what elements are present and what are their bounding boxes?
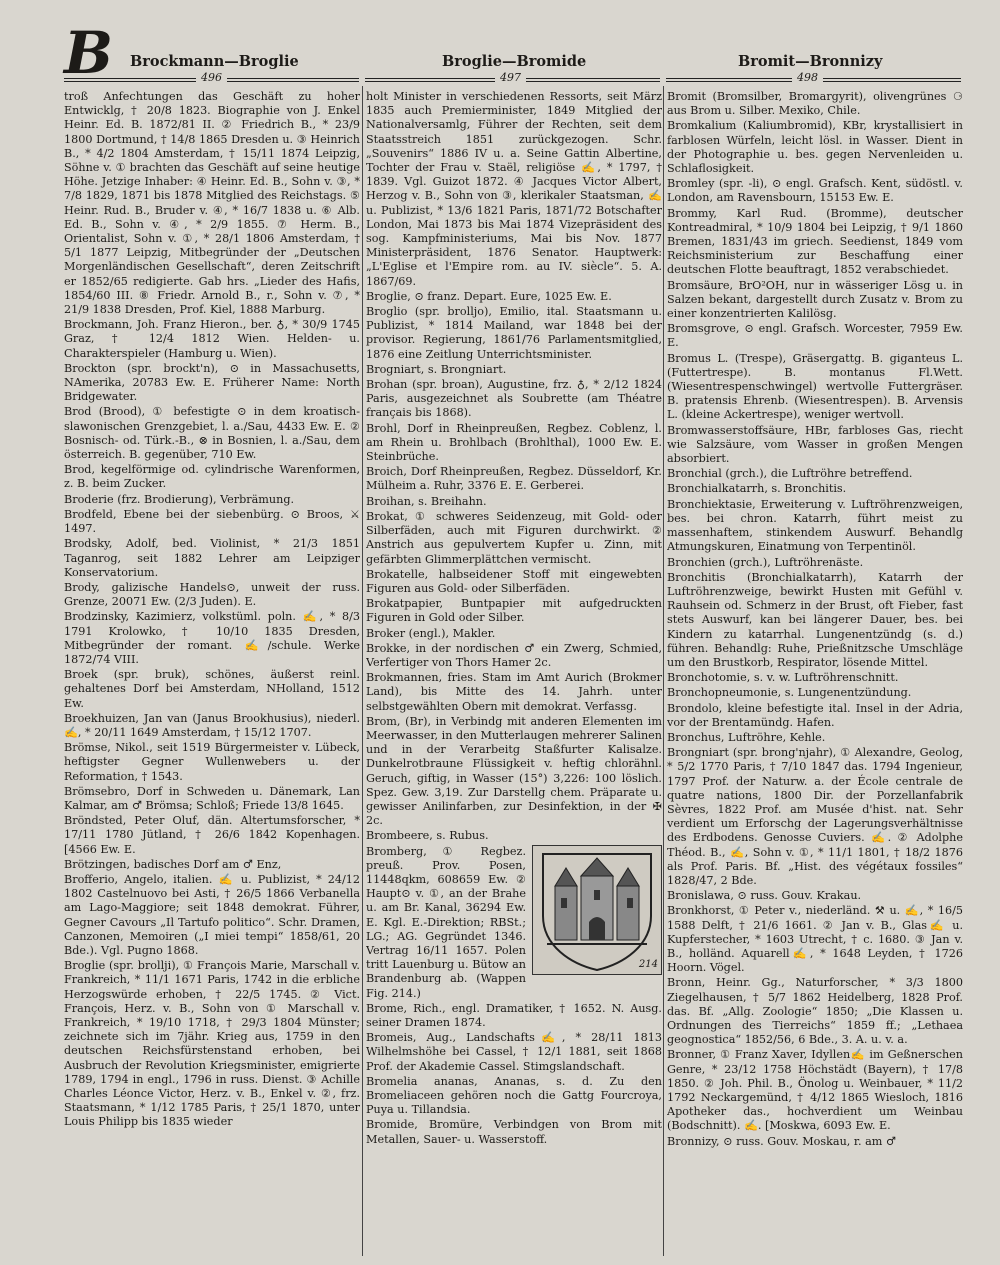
- entry: Brohl, Dorf in Rheinpreußen, Regbez. Coblenz, l. am Rhein u. Brohlbach (Brohlthal), 1000 Ew. E. Steinbrüche.: [366, 421, 662, 464]
- figure-number: 214: [638, 959, 658, 971]
- entry: Bromsäure, BrO²OH, nur in wässeriger Lösg u. in Salzen bekant, dargestellt durch Zusatz v. Brom zu einer konzentrierten Kalilösg.: [667, 278, 963, 321]
- entry: Brömse, Nikol., seit 1519 Bürgermeister v. Lübeck, heftigster Gegner Wullenwebers u. der Reformation, † 1543.: [64, 741, 360, 783]
- entry: Brongniart (spr. brong'njahr), ① Alexandre, Geolog, * 5/2 1770 Paris, † 7/10 1847 das. 1794 Ingenieur, 1797 Prof. der Naturw. a. der École centrale de quatre nations, 1800 Dir. der Porzellanfabrik Sèvres, 1822 Prof. am Musée d'hist. nat. Sehr verdient um Erforschg der Lagerungsverhältnisse des Erdbodens. Genosse Cuviers. ✍. ② Adolphe Théod. B., ✍, Sohn v. ①, * 11/1 1801, † 18/2 1876 als Prof. Paris. Bf. „Hist. des végétaux fossiles“ 1828/47, 2 Bde.: [667, 746, 963, 887]
- entry: Brohan (spr. broan), Augustine, frz. ♁, * 2/12 1824 Paris, ausgezeichnet als Soubrette (am Théatre français bis 1868).: [366, 378, 662, 420]
- page-number-right: 498: [792, 72, 823, 84]
- header-left: Brockmann—Broglie: [130, 53, 299, 70]
- column-right: [667, 90, 963, 1258]
- entry: Brody, galizische Handels⊙, unweit der russ. Grenze, 20071 Ew. (2/3 Juden). E.: [64, 580, 360, 609]
- bromberg-entry: [366, 845, 662, 1001]
- entry: Bronchus, Luftröhre, Kehle.: [667, 730, 826, 744]
- entry: Bronislawa, ⊙ russ. Gouv. Krakau.: [667, 889, 862, 903]
- column-center: [366, 90, 662, 1258]
- entry: Brokatpapier, Buntpapier mit aufgedruckten Figuren in Gold oder Silber.: [366, 597, 662, 625]
- entry: Broihan, s. Breihahn.: [366, 494, 487, 508]
- entry: Bronn, Heinr. Gg., Naturforscher, * 3/3 1800 Ziegelhausen, † 5/7 1862 Heidelberg, 1828 Prof. das. Bf. „Allg. Zoologie“ 1850; „Die Klassen u. Ordnungen des Tierreichs“ 1859 ff.; „Lethaea geognostica“ 1852/56, 6 Bde., 3. A. u. v. a.: [667, 976, 963, 1047]
- entry: Brötzingen, badisches Dorf am ♂ Enz,: [64, 857, 282, 871]
- entry: Brodsky, Adolf, bed. Violinist, * 21/3 1851 Taganrog, seit 1882 Lehrer am Leipziger Konservatorium.: [64, 537, 360, 579]
- header-right: Bromit—Bronnizy: [738, 53, 883, 70]
- entry: Bromkalium (Kaliumbromid), KBr, krystallisiert in farblosen Würfeln, leicht lösl. in Wasser. Dient in der Photographie u. bes. gegen Nervenleiden u. Schlaflosigkeit.: [667, 119, 963, 176]
- entry: Bronnizy, ⊙ russ. Gouv. Moskau, r. am ♂: [667, 1134, 896, 1148]
- entry: Brokke, in der nordischen ♂ ein Zwerg, Schmied, Verfertiger von Thors Hamer 2c.: [366, 641, 662, 669]
- entry: Bronchiektasie, Erweiterung v. Luftröhrenzweigen, bes. bei chron. Katarrh, führt meist zu massenhaftem, stinkendem Auswurf. Behandlg Atmungskuren, Einatmung von Terpentinöl.: [667, 497, 963, 554]
- header-center: Broglie—Bromide: [442, 53, 587, 70]
- entry: Broich, Dorf Rheinpreußen, Regbez. Düsseldorf, Kr. Mülheim a. Ruhr, 3376 E. E. Gerberei.: [366, 465, 662, 493]
- entry: Bromeis, Aug., Landschafts✍, * 28/11 1813 Wilhelmshöhe bei Cassel, † 12/1 1881, seit 1868 Prof. der Akademie Cassel. Stimgslandschaft.: [366, 1031, 662, 1073]
- entry: Brokat, ① schweres Seidenzeug, mit Gold- oder Silberfäden, auch mit Figuren durchwirkt. ② Anstrich aus gepulvertem Kupfer u. Zinn, mit gefärbten Glimmerplättchen vermischt.: [366, 509, 662, 566]
- bromberg-coat-of-arms: [532, 845, 662, 975]
- entry: Bronchopneumonie, s. Lungenentzündung.: [667, 686, 912, 700]
- entry: Brogniart, s. Brongniart.: [366, 362, 507, 376]
- entry: Bronkhorst, ① Peter v., niederländ. ⚒ u. ✍, * 16/5 1588 Delft, † 21/6 1661. ② Jan v. B., Glas✍ u. Kupferstecher, * 1603 Utrecht, † c. 1680. ③ Jan v. B., holländ. Aquarell✍, * 1648 Leyden, † 1726 Hoorn. Vögel.: [667, 904, 963, 975]
- entry: Bröndsted, Peter Oluf, dän. Altertumsforscher, * 17/11 1780 Jütland, † 26/6 1842 Kopenhagen. [4566 Ew. E.: [64, 814, 360, 856]
- entry: troß Anfechtungen das Geschäft zu hoher Entwicklg, † 20/8 1823. Biographie von J. Enkel Heinr. Ed. B. 1872/81 II. ② Friedrich B., * 23/9 1800 Dortmund, † 14/8 1865 Dresden u. ③ Heinrich B., * 4/2 1804 Amsterdam, † 15/11 1874 Leipzig, Söhne v. ① brachten das Geschäft auf seine heutige Höhe. Jetzige Inhaber: ④ Heinr. Ed. B., Sohn v. ③, * 7/8 1829, 1871 bis 1878 Mitglied des Reichstags. ⑤ Heinr. Rud. B., Bruder v. ④, * 16/7 1838 u. ⑥ Alb. Ed. B., Sohn v. ④, * 2/9 1855. ⑦ Herm. B., Orientalist, Sohn v. ①, * 28/1 1806 Amsterdam, † 5/1 1877 Leipzig, Mitbegründer der „Deutschen Morgenländischen Gesellschaft“, deren Zeitschrift er 1852/65 redigierte. Gab hrs. „Lieder des Hafis, 1854/60 III. ⑧ Friedr. Arnold B., r., Sohn v. ⑦, * 21/9 1838 Dresden, Prof. Kiel, 1888 Marburg.: [64, 90, 360, 317]
- entry: Bromus L. (Trespe), Gräsergattg. B. giganteus L. (Futtertrespe). B. montanus Fl.Wett. (Wiesentrespenschwingel) wertvolle Futtergräser. B. pratensis Ehrenb. (Wiesentrespen). B. Arvensis L. (kleine Ackertrespe), weniger wertvoll.: [667, 351, 963, 422]
- entry: Broglie, ⊙ franz. Depart. Eure, 1025 Ew. E.: [366, 289, 612, 303]
- entry: Brokatelle, halbseidener Stoff mit eingewebten Figuren aus Gold- oder Silberfäden.: [366, 567, 662, 595]
- column-divider: [362, 86, 363, 1256]
- entry: Bronchien (grch.), Luftröhrenäste.: [667, 555, 864, 569]
- column-left: [64, 90, 360, 1258]
- entry: Brodzinsky, Kazimierz, volkstüml. poln. ✍, * 8/3 1791 Krolowko, † 10/10 1835 Dresden, Mitbegründer der romant. ✍/schule. Werke 1872/74 VIII.: [64, 610, 360, 666]
- entry: Brombeere, s. Rubus.: [366, 829, 489, 843]
- entry: Brockton (spr. brockt'n), ⊙ in Massachusetts, NAmerika, 20783 Ew. E. Früherer Name: North Bridgewater.: [64, 361, 360, 404]
- coat-of-arms-icon: [533, 846, 661, 974]
- entry: Brokmannen, fries. Stam im Amt Aurich (Brokmer Land), bis Mitte des 14. Jahrh. unter selbstgewählten Obern mit demokrat. Verfassg.: [366, 671, 662, 713]
- page-number-left: 496: [196, 72, 227, 84]
- entry: Bromelia ananas, Ananas, s. d. Zu den Bromeliaceen gehören noch die Gattg Fourcroya, Puya u. Tillandsia.: [366, 1074, 662, 1117]
- section-letter: B: [64, 19, 114, 87]
- entry: Bronchial (grch.), die Luftröhre betreffend.: [667, 467, 913, 481]
- entry: Bromsgrove, ⊙ engl. Grafsch. Worcester, 7959 Ew. E.: [667, 322, 963, 350]
- entry: Brommy, Karl Rud. (Bromme), deutscher Kontreadmiral, * 10/9 1804 bei Leipzig, † 9/1 1860 Bremen, 1831/43 im griech. Seedienst, 1849 vom Reichsministerium zur Beschaffung einer deutschen Flotte beauftragt, 1852 verabschiedet.: [667, 206, 963, 277]
- entry: Brome, Rich., engl. Dramatiker, † 1652. N. Ausg. seiner Dramen 1874.: [366, 1001, 662, 1029]
- entry: Brod (Brood), ① befestigte ⊙ in dem kroatisch-slawonischen Grenzgebiet, l. a./Sau, 4433 Ew. E. ② Bosnisch- od. Türk.-B., ⊗ in Bosnien, l. a./Sau, dem österreich. B. gegenüber, 710 Ew.: [64, 405, 360, 462]
- entry: Bronchialkatarrh, s. Bronchitis.: [667, 482, 847, 496]
- entry: Broek (spr. bruk), schönes, äußerst reinl. gehaltenes Dorf bei Amsterdam, NHolland, 1512 Ew.: [64, 668, 360, 710]
- entry: Brofferio, Angelo, italien. ✍ u. Publizist, * 24/12 1802 Castelnuovo bei Asti, † 26/5 1866 Verbanella am Lago-Maggiore; seit 1848 demokrat. Führer, Gegner Cavours „Il Tartufo politico“. Schr. Dramen, Canzonen, Memoiren („I miei tempi“ 1858/61, 20 Bde.). Vgl. Pugno 1868.: [64, 872, 360, 957]
- entry: Broker (engl.), Makler.: [366, 626, 496, 640]
- entry: holt Minister in verschiedenen Ressorts, seit März 1835 auch Premierminister, 1849 Mitglied der Nationalversamlg, Führer der Rechten, seit dem Staatsstreich 1851 zurückgezogen. Schr. „Souvenirs“ 1886 IV u. a. Seine Gattin Albertine, Tochter der Frau v. Staël, religiöse ✍, * 1797, † 1839. Vgl. Guizot 1872. ④ Jacques Victor Albert, Herzog v. B., Sohn von ③, klerikaler Staatsman, ✍ u. Publizist, * 13/6 1821 Paris, 1871/72 Botschafter London, Mai 1873 bis Mai 1874 Vizepräsident des sog. Kampfministeriums, Mai bis Nov. 1877 Ministerpräsident, 1876 Senator. Hauptwerk: „L'Eglise et l'Empire rom. au IV. siècle“. 5. A. 1867/69.: [366, 90, 662, 288]
- entry: Broderie (frz. Brodierung), Verbrämung.: [64, 492, 295, 506]
- entry: Bromberg, ① Regbez. preuß. Prov. Posen, 11448qkm, 608659 Ew. ② Haupt⊙ v. ①, an der Brahe u. am Br. Kanal, 36294 Ew. E. Kgl. E.-Direktion; RBSt.; LG.; AG. Gegründet 1346. Vertrag 16/11 1657. Polen tritt Lauenburg u. Bütow an Brandenburg ab. (Wappen Fig. 214.): [366, 844, 526, 1000]
- entry: Broekhuizen, Jan van (Janus Brookhusius), niederl. ✍, * 20/11 1649 Amsterdam, † 15/12 1707.: [64, 711, 360, 739]
- entry: Brod, kegelförmige od. cylindrische Warenformen, z. B. beim Zucker.: [64, 463, 360, 491]
- entry: Bronner, ① Franz Xaver, Idyllen✍ im Geßnerschen Genre, * 23/12 1758 Höchstädt (Bayern), † 17/8 1850. ② Joh. Phil. B., Önolog u. Weinbauer, * 11/2 1792 Neckargemünd, † 4/12 1865 Wiesloch, 1816 Apotheker das., hochverdient um Weinbau (Bodschnitt). ✍. [Moskwa, 6093 Ew. E.: [667, 1048, 963, 1133]
- entry: Bromwasserstoffsäure, HBr, farbloses Gas, riecht wie Salzsäure, vom Wasser in großen Mengen absorbiert.: [667, 423, 963, 466]
- entry: Bronchitis (Bronchialkatarrh), Katarrh der Luftröhrenzweige, bewirkt Husten mit Gefühl v. Rauhsein od. Schmerz in der Brust, oft Fieber, fast stets Auswurf, kan bei längerer Dauer, bes. bei Kindern zu katarrhal. Lungenentzündg (s. d.) führen. Behandlg: Ruhe, Prießnitzsche Umschläge um den Brustkorb, Respirator, lösende Mittel.: [667, 570, 963, 669]
- entry: Brom, (Br), in Verbindg mit anderen Elementen im Meerwasser, in den Mutterlaugen mehrerer Salinen und in der Verarbeitg Staßfurter Kalisalze. Dunkelrotbraune Flüssigkeit v. heftig chlorähnl. Geruch, giftig, in Wasser (15°) 3,226: 100 löslich. Spez. Gew. 3,19. Zur Darstellg chem. Präparate u. gewisser Anilinfarben, zur Desinfektion, in der ✠ 2c.: [366, 714, 662, 828]
- column-divider: [663, 86, 664, 1256]
- entry: Brömsebro, Dorf in Schweden u. Dänemark, Lan Kalmar, am ♂ Brömsa; Schloß; Friede 13/8 1645.: [64, 784, 360, 812]
- entry: Bromley (spr. -li), ⊙ engl. Grafsch. Kent, südöstl. v. London, am Ravensbourn, 15153 Ew. E.: [667, 177, 963, 205]
- entry: Broglio (spr. brolljo), Emilio, ital. Staatsmann u. Publizist, * 1814 Mailand, war 1848 bei der provisor. Regierung, 1861/76 Parlamentsmitglied, 1876 eine Zeitlung Unterrichtsminister.: [366, 305, 662, 361]
- entry: Brodfeld, Ebene bei der siebenbürg. ⊙ Broos, ⚔ 1497.: [64, 507, 360, 536]
- entry: Brockmann, Joh. Franz Hieron., ber. ♁, * 30/9 1745 Graz, † 12/4 1812 Wien. Helden- u. Charakterspieler (Hamburg u. Wien).: [64, 318, 360, 360]
- entry: Brondolo, kleine befestigte ital. Insel in der Adria, vor der Brentamündg. Hafen.: [667, 701, 963, 729]
- entry: Bromit (Bromsilber, Bromargyrit), olivengrünes ⚆ aus Brom u. Silber. Mexiko, Chile.: [667, 90, 963, 118]
- entry: Broglie (spr. brollji), ① François Marie, Marschall v. Frankreich, * 11/1 1671 Paris, 1742 in die erbliche Herzogswürde erhoben, † 22/5 1745. ② Vict. François, Herz. v. B., Sohn von ① Marschall v. Frankreich, * 19/10 1718, † 29/3 1804 Münster; zeichnete sich im 7jähr. Krieg aus, 1759 in den deutschen Reichsfürstenstand erhoben, bei Ausbruch der Revolution Kriegsminister, emigrierte 1789, 1794 in engl., 1796 in russ. Dienst. ③ Achille Charles Léonce Victor, Herz. v. B., Enkel v. ②, frz. Staatsmann, * 1/12 1785 Paris, † 25/1 1870, unter Louis Philipp bis 1835 wieder: [64, 959, 360, 1129]
- entry: Bromide, Bromüre, Verbindgen von Brom mit Metallen, Sauer- u. Wasserstoff.: [366, 1118, 662, 1146]
- entry: Bronchotomie, s. v. w. Luftröhrenschnitt.: [667, 671, 899, 685]
- page-number-center: 497: [495, 72, 526, 84]
